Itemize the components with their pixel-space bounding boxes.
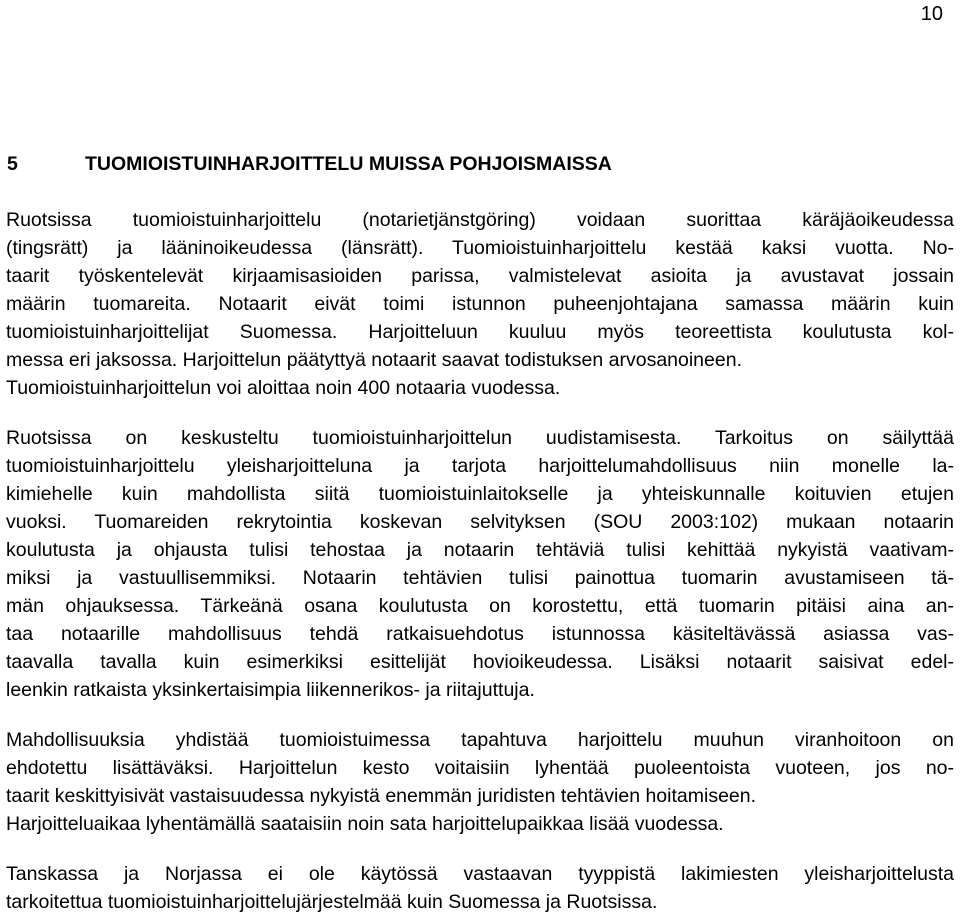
section-heading bbox=[7, 150, 612, 178]
text-line: miksi ja vastuullisemmiksi. Notaarin tehtävien tulisi painottua tuomarin avustamiseen tä- bbox=[6, 567, 954, 589]
text-line: leenkin ratkaista yksinkertaisimpia liikennerikos- ja riitajuttuja. bbox=[6, 679, 535, 701]
text-line: tuomioistuinharjoittelu yleisharjoitteluna ja tarjota harjoittelumahdollisuus niin monelle la- bbox=[6, 455, 954, 477]
paragraph-2 bbox=[6, 424, 954, 704]
text-line: Ruotsissa tuomioistuinharjoittelu (notarietjänstgöring) voidaan suorittaa käräjäoikeudessa bbox=[6, 209, 954, 231]
paragraph-1 bbox=[6, 206, 954, 402]
section-number: 5 bbox=[7, 153, 18, 175]
text-line: ehdotettu lisättäväksi. Harjoittelun kesto voitaisiin lyhentää puoleentoista vuoteen, jos no- bbox=[6, 757, 954, 779]
text-line: määrin tuomareita. Notaarit eivät toimi istunnon puheenjohtajana samassa määrin kuin bbox=[6, 293, 954, 315]
paragraph-4 bbox=[6, 860, 954, 916]
text-line: taa notaarille mahdollisuus tehdä ratkaisuehdotus istunnossa käsiteltävässä asiassa vas- bbox=[6, 623, 954, 645]
text-line: taavalla tavalla kuin esimerkiksi esittelijät hovioikeudessa. Lisäksi notaarit saisivat edel- bbox=[6, 651, 954, 673]
page-number: 10 bbox=[920, 3, 943, 25]
text-line: Tanskassa ja Norjassa ei ole käytössä vastaavan tyyppistä lakimiesten yleisharjoittelusta bbox=[6, 863, 954, 885]
text-line: messa eri jaksossa. Harjoittelun päätyttyä notaarit saavat todistuksen arvosanoineen. bbox=[6, 349, 742, 371]
text-line: vuoksi. Tuomareiden rekrytointia koskevan selvityksen (SOU 2003:102) mukaan notaarin bbox=[6, 511, 954, 533]
paragraph-3 bbox=[6, 726, 954, 838]
text-line: koulutusta ja ohjausta tulisi tehostaa ja notaarin tehtäviä tulisi kehittää nykyistä vaativam- bbox=[6, 539, 954, 561]
text-line: taarit keskittyisivät vastaisuudessa nykyistä enemmän juridisten tehtävien hoitamiseen. bbox=[6, 785, 757, 807]
text-line: (tingsrätt) ja lääninoikeudessa (länsrätt). Tuomioistuinharjoittelu kestää kaksi vuotta. No- bbox=[6, 237, 954, 259]
text-line: tarkoitettua tuomioistuinharjoittelujärjestelmää kuin Suomessa ja Ruotsissa. bbox=[6, 891, 658, 913]
section-title: TUOMIOISTUINHARJOITTELU MUISSA POHJOISMAISSA bbox=[85, 153, 612, 175]
text-line: män ohjauksessa. Tärkeänä osana koulutusta on korostettu, että tuomarin pitäisi aina an- bbox=[6, 595, 954, 617]
text-line: Ruotsissa on keskusteltu tuomioistuinharjoittelun uudistamisesta. Tarkoitus on säilyttää bbox=[6, 427, 954, 449]
text-line: taarit työskentelevät kirjaamisasioiden parissa, valmistelevat asioita ja avustavat jossain bbox=[6, 265, 954, 287]
text-line: Tuomioistuinharjoittelun voi aloittaa noin 400 notaaria vuodessa. bbox=[6, 377, 561, 399]
text-line: Mahdollisuuksia yhdistää tuomioistuimessa tapahtuva harjoittelu muuhun viranhoitoon on bbox=[6, 729, 954, 751]
text-line: Harjoitteluaikaa lyhentämällä saataisiin noin sata harjoittelupaikkaa lisää vuodessa. bbox=[6, 813, 724, 835]
text-line: tuomioistuinharjoittelijat Suomessa. Harjoitteluun kuuluu myös teoreettista koulutusta kol- bbox=[6, 321, 954, 343]
text-line: kimiehelle kuin mahdollista siitä tuomioistuinlaitokselle ja yhteiskunnalle koituvien etujen bbox=[6, 483, 954, 505]
